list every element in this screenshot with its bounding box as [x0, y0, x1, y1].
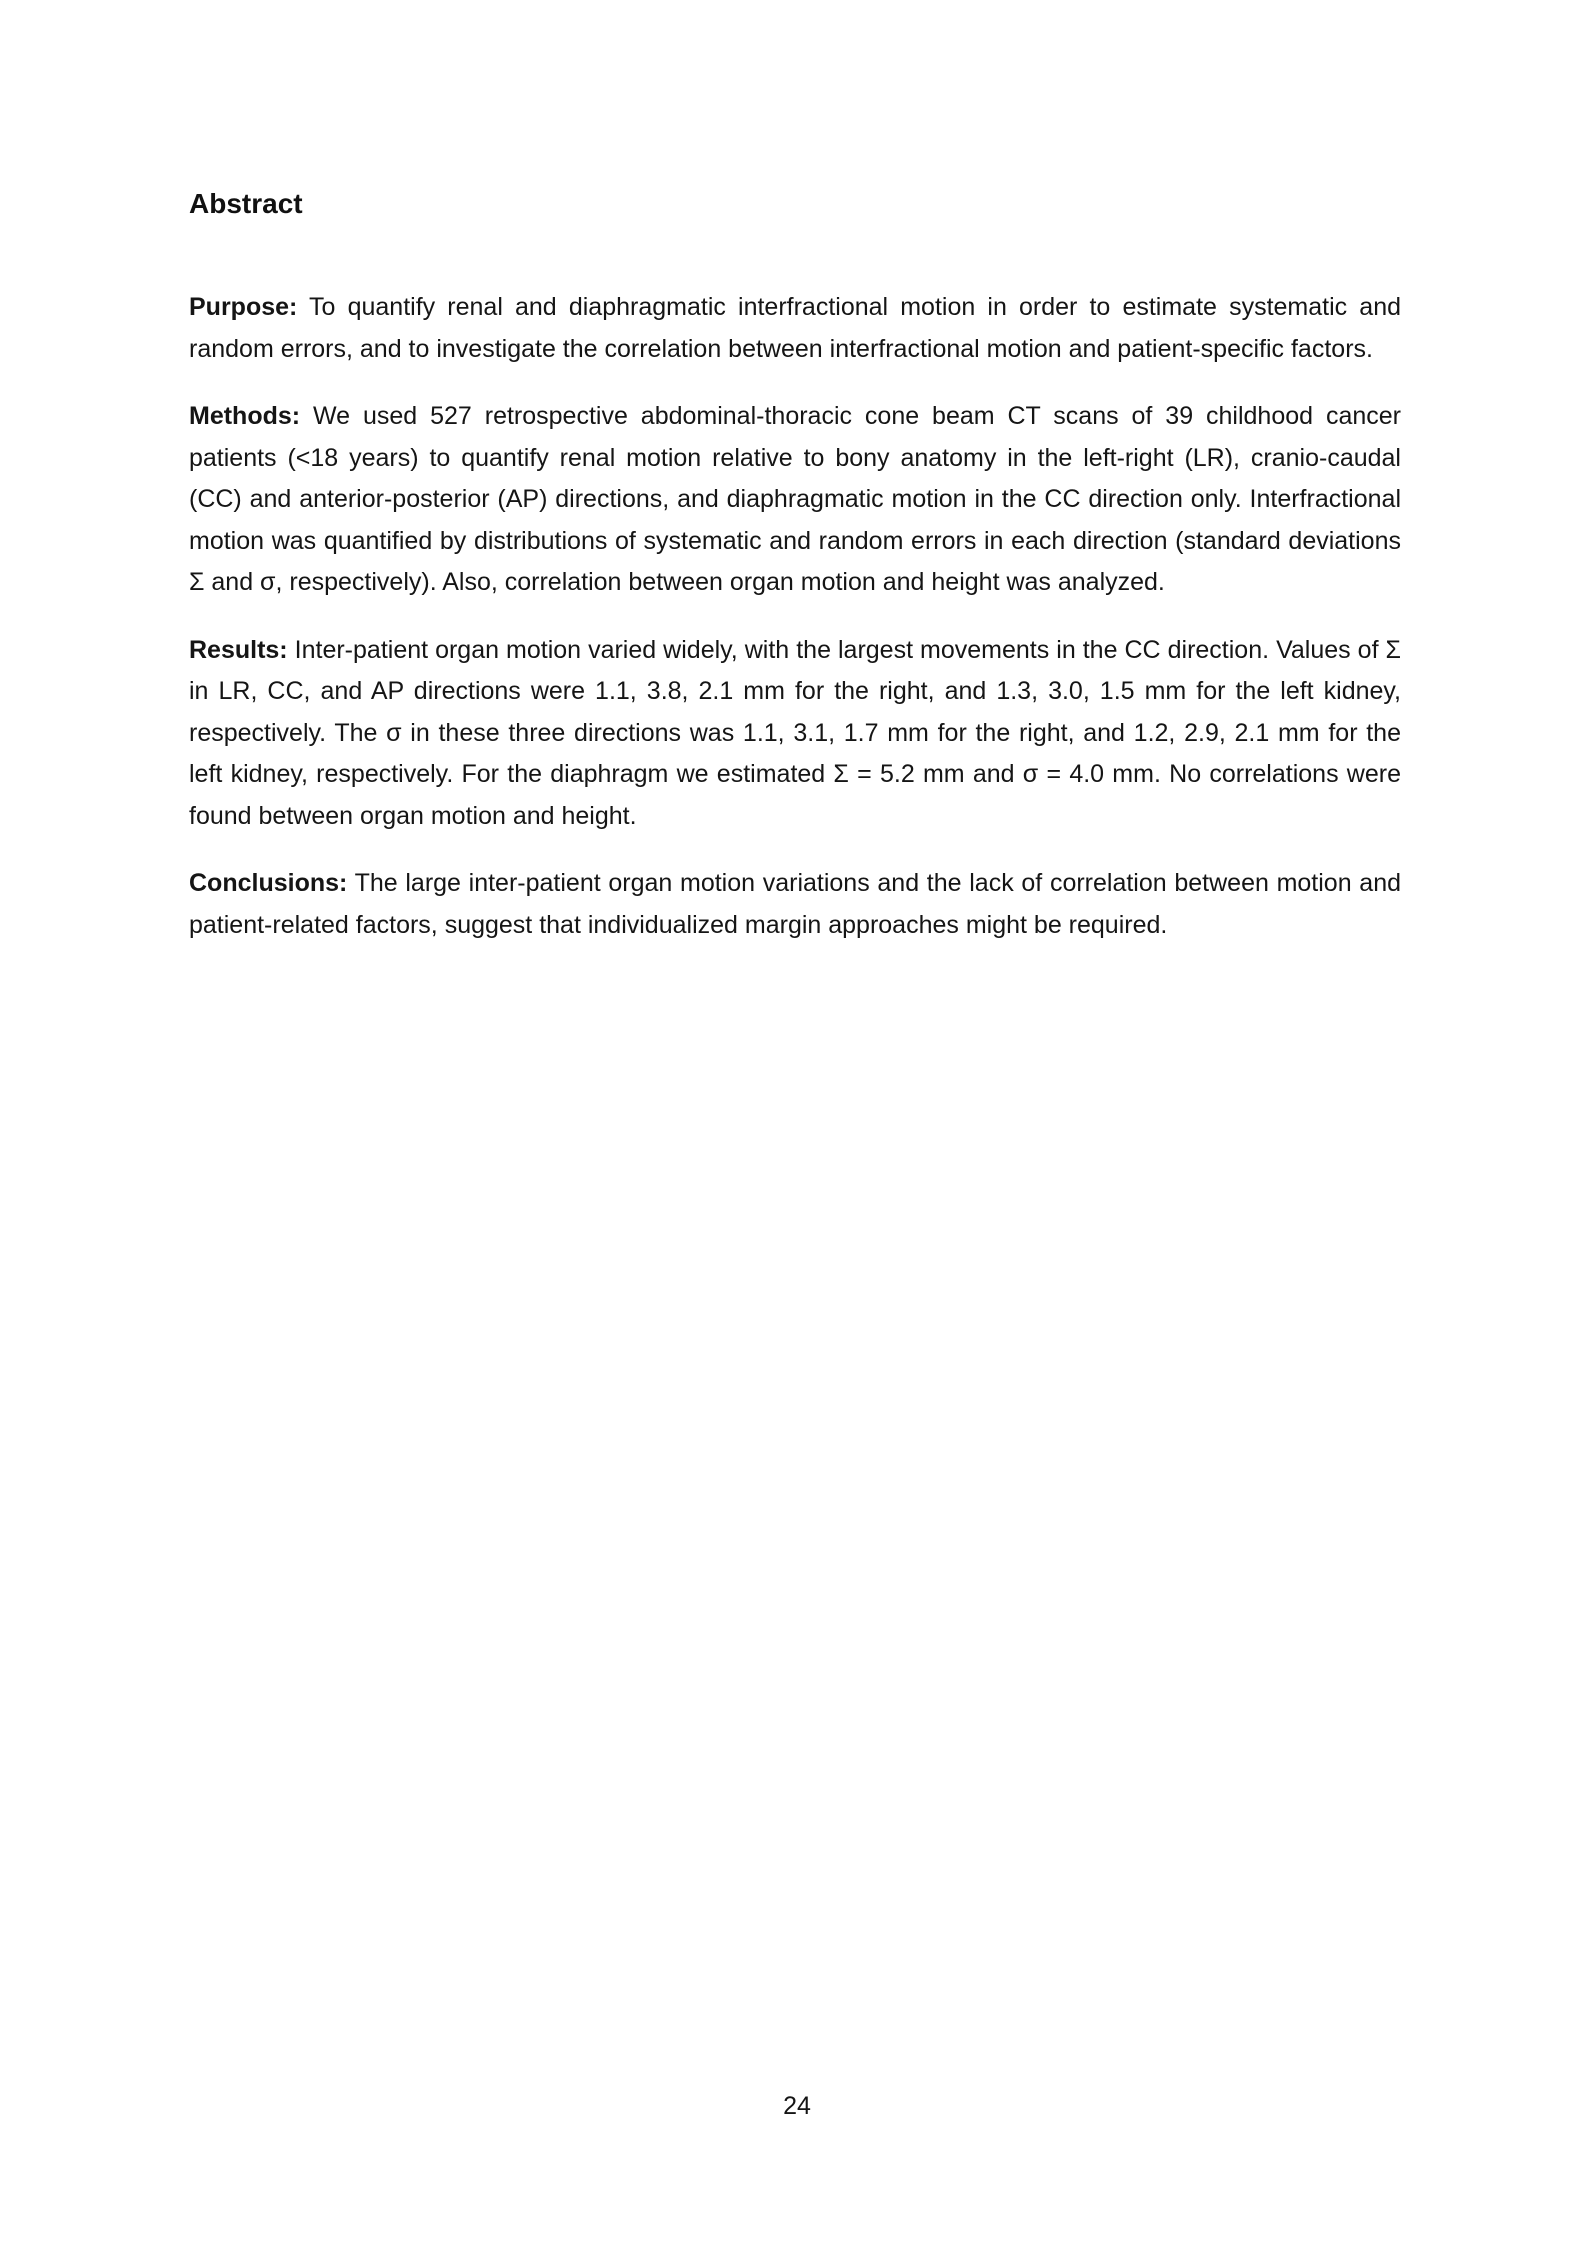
methods-paragraph	[189, 396, 1401, 604]
methods-label: Methods:	[189, 402, 301, 430]
results-paragraph	[189, 630, 1401, 838]
conclusions-label: Conclusions:	[189, 869, 348, 897]
methods-text: We used 527 retrospective abdominal-thoracic cone beam CT scans of 39 childhood cancer patients (<18 years) to quantify renal motion relative to bony anatomy in the left-right (LR), cranio-caudal (CC) and anterior-posterior (AP) directions, and diaphragmatic motion in the CC direction only. Interfractional motion was quantified by distributions of systematic and random errors in each direction (standard deviations Σ and σ, respectively). Also, correlation between organ motion and height was analyzed.	[189, 402, 1401, 596]
conclusions-text: The large inter-patient organ motion variations and the lack of correlation between motion and patient-related factors, suggest that individualized margin approaches might be required.	[189, 869, 1402, 939]
results-label: Results:	[189, 635, 288, 664]
abstract-body	[189, 186, 1401, 972]
conclusions-paragraph	[189, 863, 1401, 946]
abstract-heading: Abstract	[189, 188, 303, 219]
purpose-label: Purpose:	[189, 293, 298, 321]
purpose-paragraph	[189, 287, 1401, 370]
results-text: Inter-patient organ motion varied widely, with the largest movements in the CC direction. Values of Σ in LR, CC, and AP directions were 1.1, 3.8, 2.1 mm for the right, and 1.3, 3.0, 1.5 mm for the left kidney, respectively. The σ in these three directions was 1.1, 3.1, 1.7 mm for the right, and 1.2, 2.9, 2.1 mm for the left kidney, respectively. For the diaphragm we estimated Σ = 5.2 mm and σ = 4.0 mm. No correlations were found between organ motion and height.	[189, 635, 1401, 830]
page-number: 24	[783, 2092, 811, 2120]
purpose-text: To quantify renal and diaphragmatic interfractional motion in order to estimate systematic and random errors, and to investigate the correlation between interfractional motion and patient-specific factors.	[189, 293, 1401, 363]
